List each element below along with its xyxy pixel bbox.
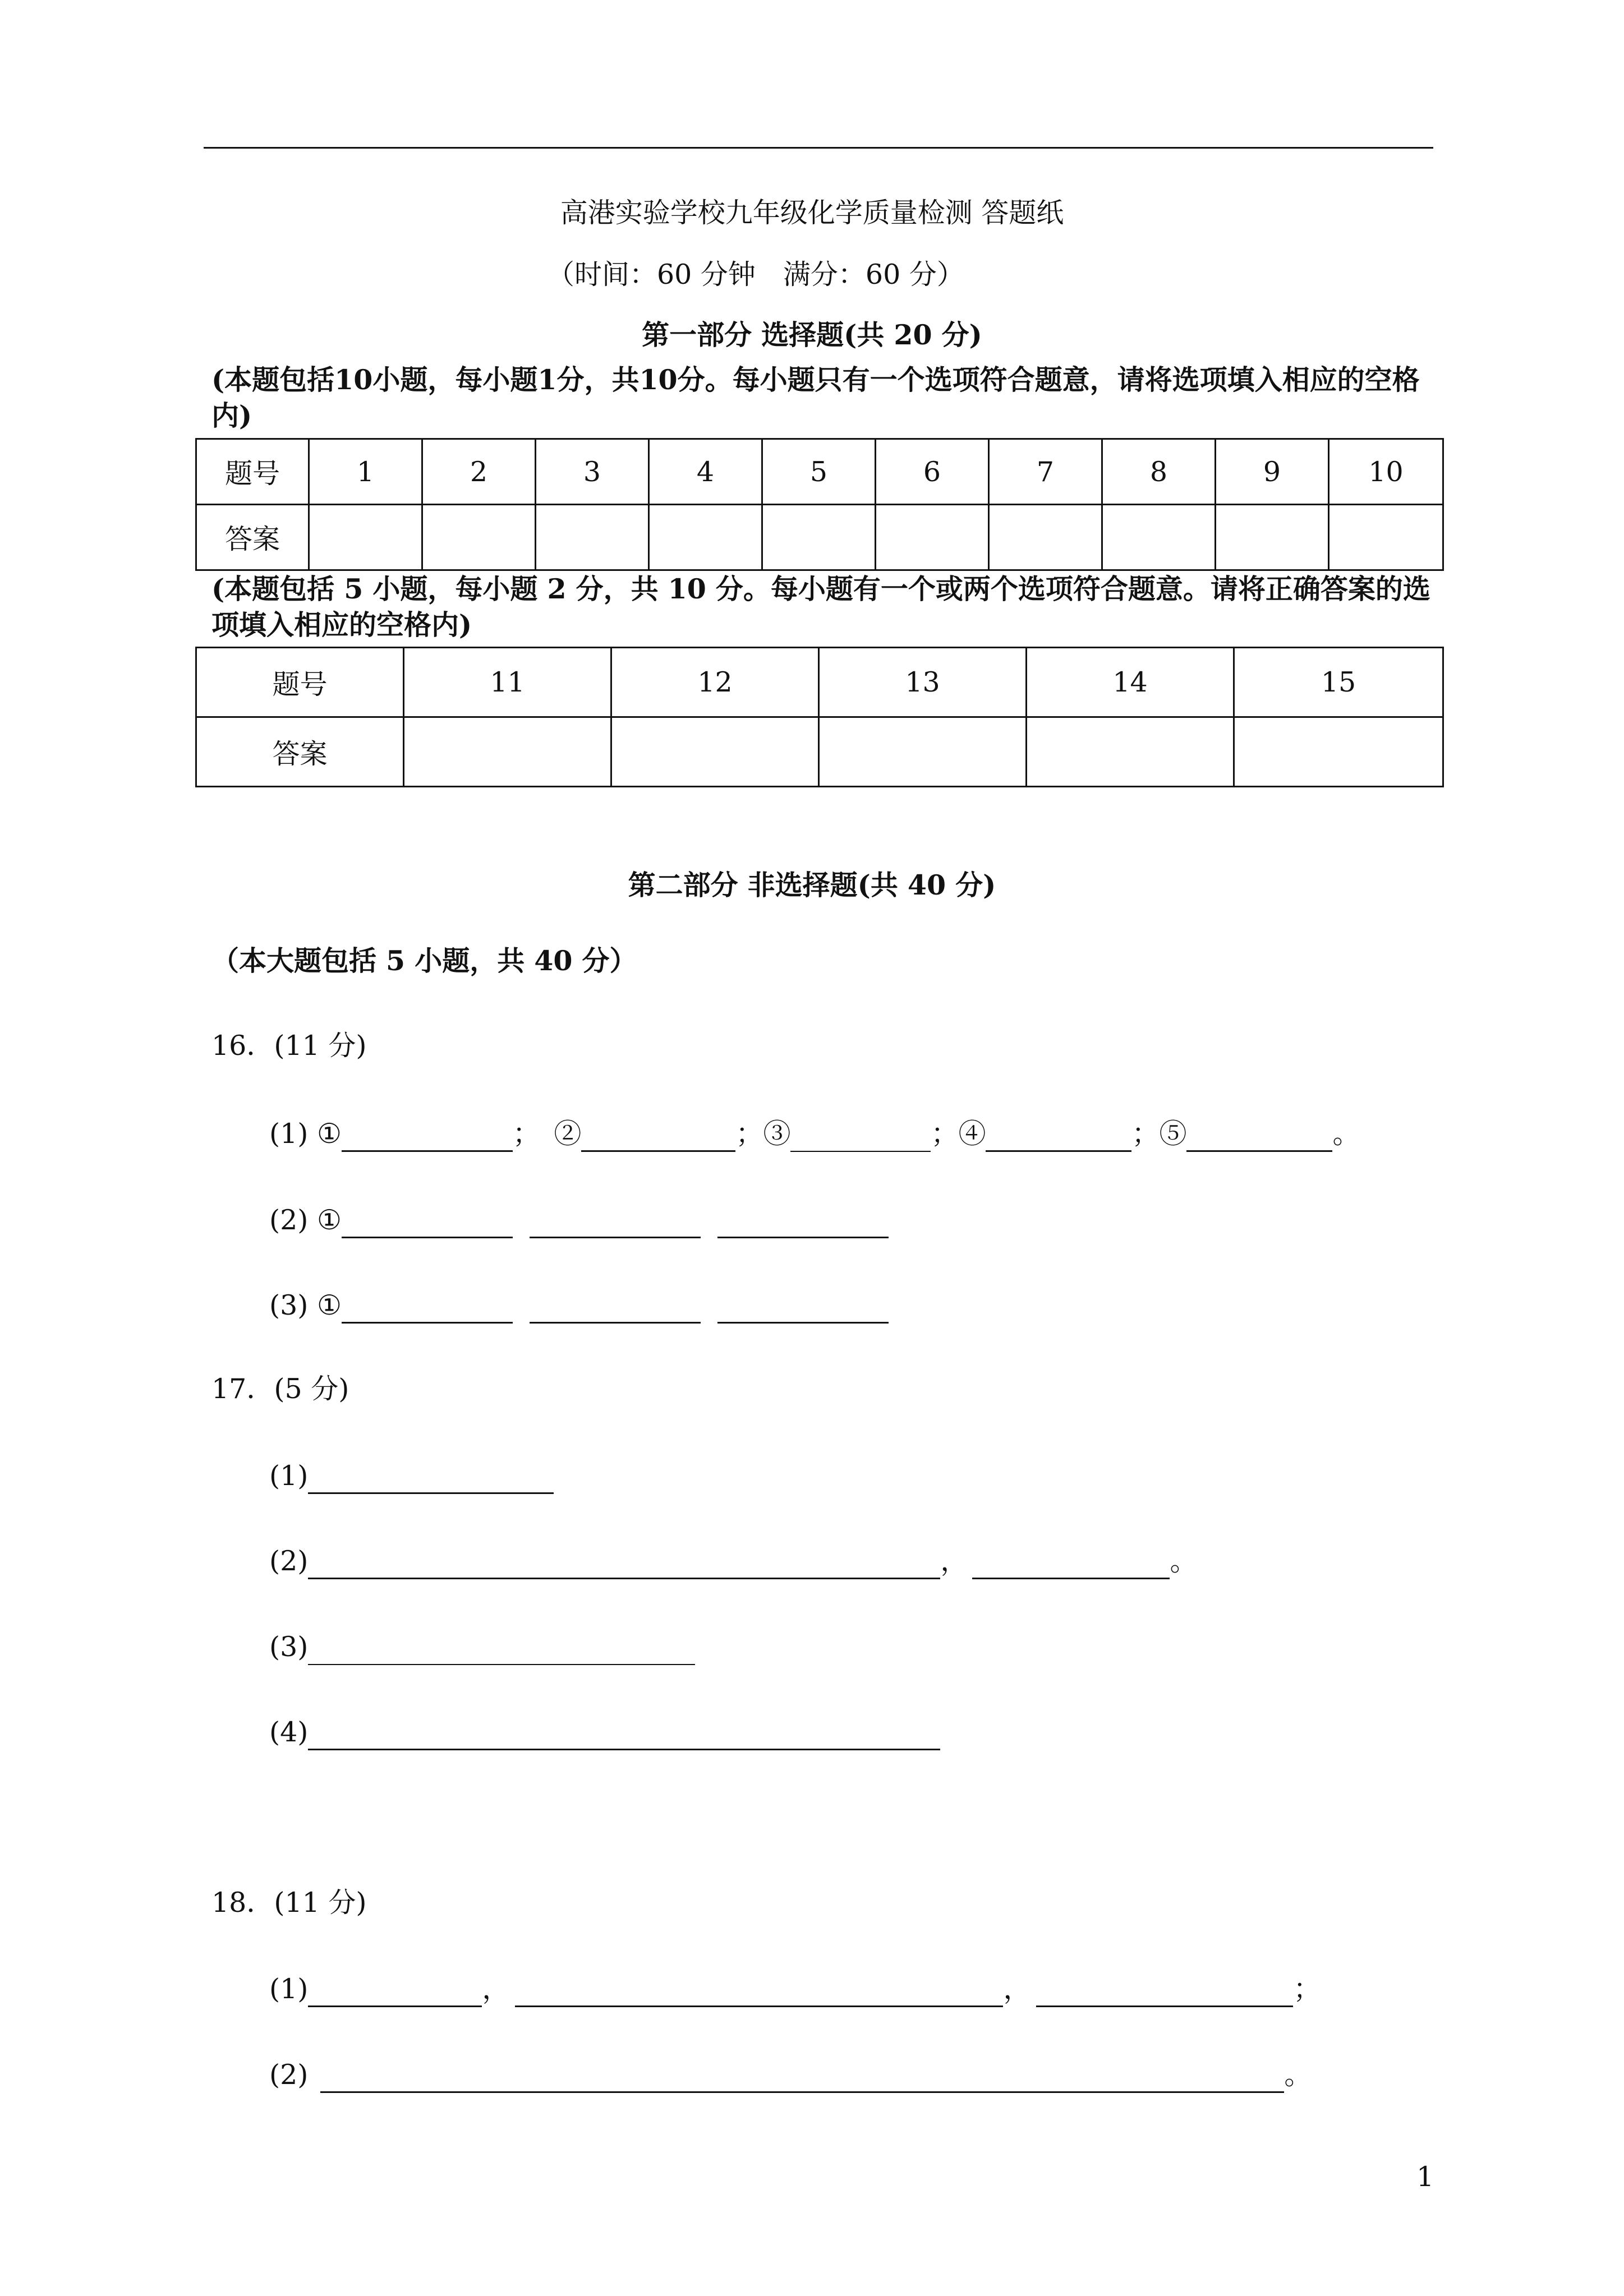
q16-label: 16．(11 分)	[211, 1030, 367, 1062]
answer-cell[interactable]	[1329, 505, 1443, 570]
q17-p2-prefix: (2)	[269, 1545, 309, 1577]
row-label-number: 题号	[196, 648, 404, 717]
question-number: 3	[536, 439, 649, 505]
answer-cell[interactable]	[309, 505, 422, 570]
answer-blank[interactable]	[342, 1293, 513, 1324]
answer-blank[interactable]	[986, 1121, 1131, 1152]
answer-table-1	[195, 438, 1444, 571]
answer-blank[interactable]	[530, 1207, 701, 1238]
answer-blank[interactable]	[717, 1207, 889, 1238]
q18-p2-prefix: (2)	[269, 2059, 309, 2091]
question-number: 15	[1234, 648, 1443, 717]
q17-p4-prefix: (4)	[269, 1716, 309, 1748]
part1-instruction-a: (本题包括10小题，每小题1分，共10分。每小题只有一个选项符合题意，请将选项填入相应的空格内)	[211, 363, 1420, 432]
q18-p1-sep: ，	[1003, 1973, 1031, 2005]
answer-blank[interactable]	[1186, 1121, 1332, 1152]
q16-p1-sep: ；④	[931, 1118, 986, 1150]
answer-blank[interactable]	[790, 1122, 931, 1152]
q16-p1-sep: ； ②	[512, 1118, 582, 1150]
q17-part1	[269, 1458, 554, 1494]
answer-cell[interactable]	[819, 717, 1027, 787]
question-number: 7	[989, 439, 1102, 505]
sheet-title: 高港实验学校九年级化学质量检测 答题纸	[560, 197, 1064, 229]
part1-title: 第一部分 选择题(共 20 分)	[642, 319, 982, 351]
q18-p2-end: 。	[1284, 2059, 1312, 2091]
answer-blank[interactable]	[308, 1635, 695, 1665]
q17-p1-prefix: (1)	[269, 1460, 309, 1492]
answer-blank[interactable]	[530, 1293, 701, 1324]
part2-instruction: （本大题包括 5 小题，共 40 分）	[211, 944, 637, 977]
q17-p3-prefix: (3)	[269, 1631, 309, 1663]
q16-p1-prefix: (1) ①	[269, 1118, 342, 1150]
question-number: 5	[762, 439, 876, 505]
q18-part2	[269, 2057, 1312, 2093]
question-number: 14	[1027, 648, 1234, 717]
answer-blank[interactable]	[308, 1548, 940, 1579]
q17-part3	[269, 1629, 695, 1665]
q17-part4	[269, 1714, 940, 1750]
part2-title: 第二部分 非选择题(共 40 分)	[628, 869, 996, 901]
answer-blank[interactable]	[1036, 1976, 1293, 2007]
question-number: 13	[819, 648, 1027, 717]
q16-part2	[269, 1202, 889, 1238]
question-number: 1	[309, 439, 422, 505]
q17-label: 17．(5 分)	[211, 1373, 349, 1405]
answer-blank[interactable]	[581, 1121, 735, 1152]
time-info: （时间：60 分钟 满分：60 分）	[547, 259, 964, 291]
answer-cell[interactable]	[1027, 717, 1234, 787]
row-label-number: 题号	[196, 439, 309, 505]
page-number: 1	[1416, 2161, 1434, 2193]
q16-p1-sep: ；③	[735, 1118, 791, 1150]
row-label-answer: 答案	[196, 717, 404, 787]
answer-blank[interactable]	[342, 1121, 513, 1152]
part1-instruction-b: (本题包括 5 小题，每小题 2 分，共 10 分。每小题有一个或两个选项符合题意。请将正确答案的选项填入相应的空格内)	[211, 573, 1430, 641]
answer-cell[interactable]	[422, 505, 536, 570]
answer-table-2	[195, 647, 1444, 787]
q16-p2-prefix: (2) ①	[269, 1204, 342, 1236]
answer-cell[interactable]	[876, 505, 989, 570]
q17-p2-sep: ，	[940, 1545, 968, 1577]
question-number: 4	[649, 439, 762, 505]
answer-cell[interactable]	[762, 505, 876, 570]
question-number: 11	[404, 648, 611, 717]
answer-cell[interactable]	[1102, 505, 1216, 570]
answer-cell[interactable]	[404, 717, 611, 787]
q18-p1-prefix: (1)	[269, 1973, 309, 2005]
question-number: 10	[1329, 439, 1443, 505]
question-number: 8	[1102, 439, 1216, 505]
answer-blank[interactable]	[717, 1293, 889, 1324]
answer-blank[interactable]	[342, 1207, 513, 1238]
answer-blank[interactable]	[308, 1719, 940, 1750]
q16-p3-prefix: (3) ①	[269, 1289, 342, 1321]
answer-cell[interactable]	[1234, 717, 1443, 787]
q16-p1-sep: ；⑤	[1131, 1118, 1187, 1150]
answer-cell[interactable]	[611, 717, 819, 787]
answer-blank[interactable]	[320, 2062, 1284, 2093]
q17-part2	[269, 1543, 1197, 1579]
question-number: 6	[876, 439, 989, 505]
answer-blank[interactable]	[515, 1976, 1003, 2007]
q18-p1-sep: ，	[482, 1973, 510, 2005]
answer-blank[interactable]	[308, 1463, 554, 1494]
question-number: 12	[611, 648, 819, 717]
answer-cell[interactable]	[536, 505, 649, 570]
answer-cell[interactable]	[1216, 505, 1329, 570]
answer-cell[interactable]	[649, 505, 762, 570]
row-label-answer: 答案	[196, 505, 309, 570]
q16-part3	[269, 1288, 889, 1324]
q17-p2-end: 。	[1170, 1545, 1198, 1577]
question-number: 9	[1216, 439, 1329, 505]
answer-blank[interactable]	[972, 1548, 1170, 1579]
q16-p1-end: 。	[1332, 1118, 1360, 1150]
answer-blank[interactable]	[308, 1976, 482, 2007]
question-number: 2	[422, 439, 536, 505]
q18-part1	[269, 1971, 1321, 2007]
header-rule	[204, 147, 1433, 149]
q16-part1	[269, 1116, 1360, 1152]
q18-label: 18．(11 分)	[211, 1887, 367, 1919]
answer-cell[interactable]	[989, 505, 1102, 570]
q18-p1-end: ；	[1293, 1973, 1321, 2005]
